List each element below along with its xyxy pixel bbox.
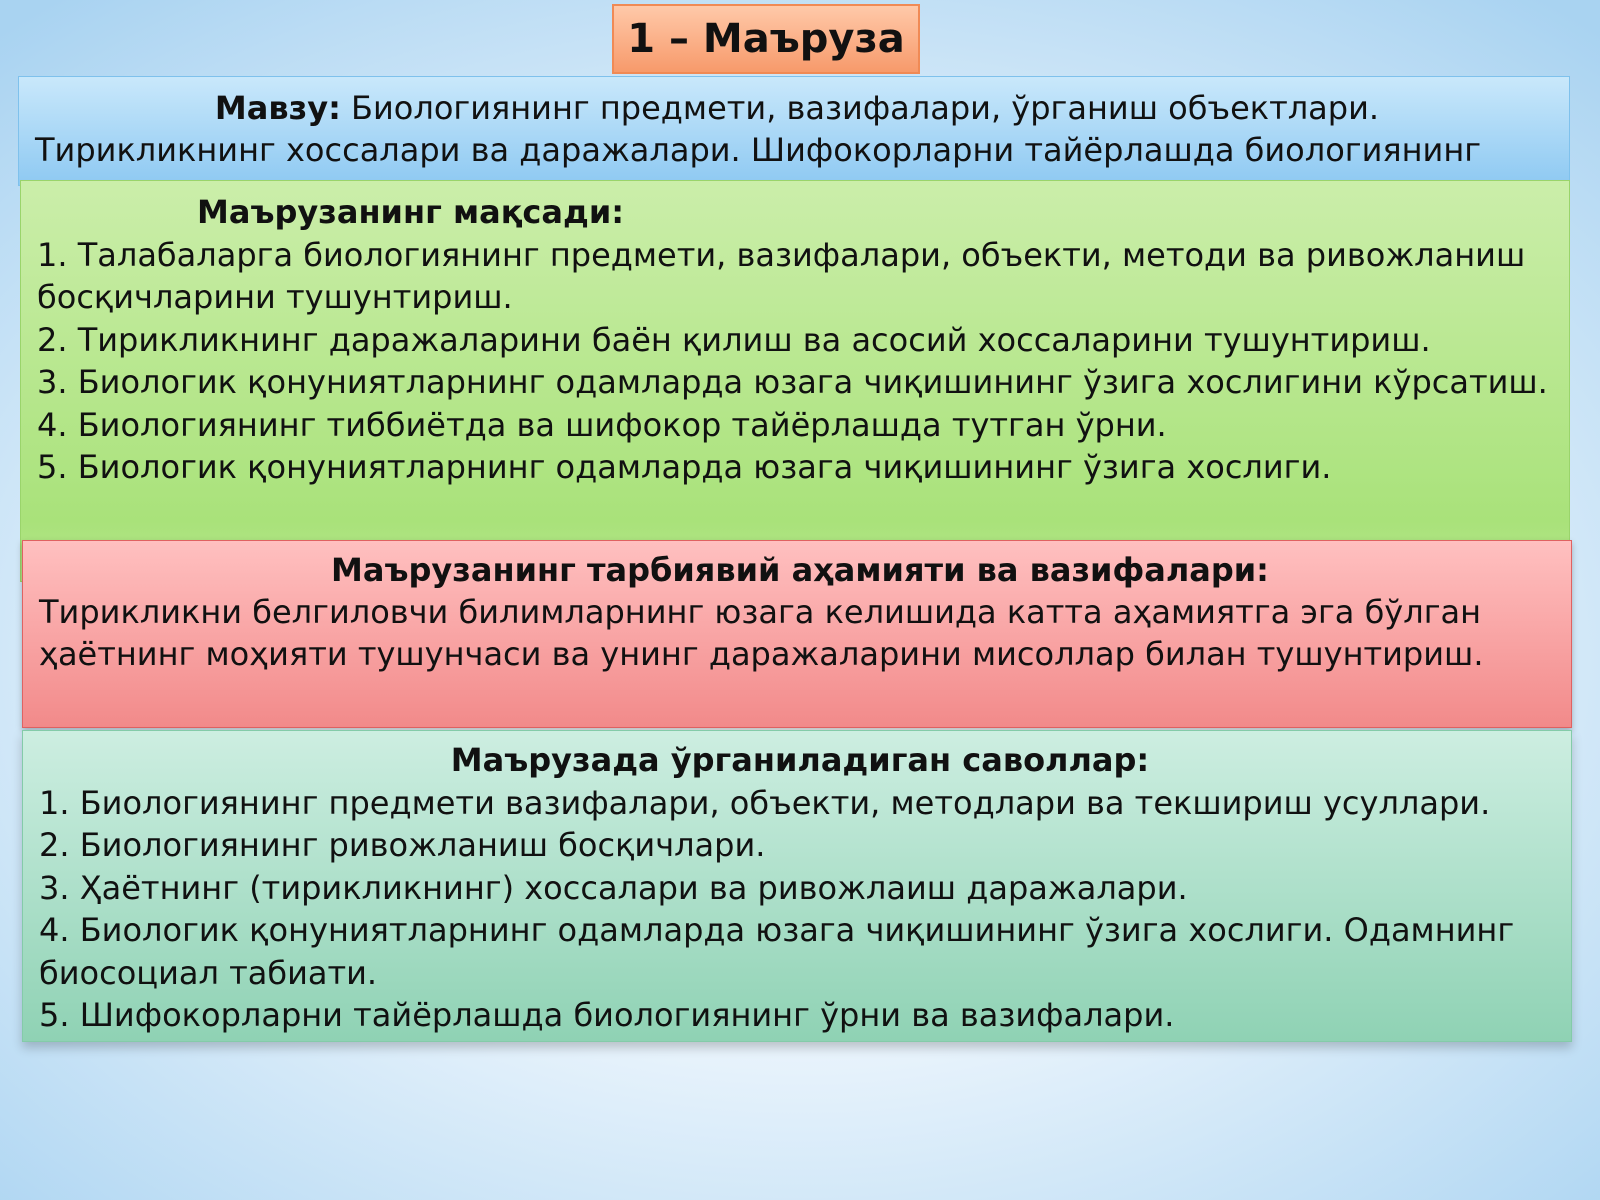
goal-item-5: 5. Биологик қонуниятларнинг одамларда юзага чиқишининг ўзига хослиги.	[37, 448, 1332, 486]
goals-panel	[20, 180, 1570, 582]
question-item-1: 1. Биологиянинг предмети вазифалари, объекти, методлари ва текшириш усуллари.	[39, 783, 1491, 822]
topic-text-line1: Биологиянинг предмети, вазифалари, ўрганиш объектлари.	[340, 89, 1380, 127]
questions-title: Маърузада ўрганиладиган саволлар:	[450, 741, 1150, 779]
goals-title: Маърузанинг мақсади:	[197, 193, 625, 231]
goal-item-4: 4. Биологиянинг тиббиётда ва шифокор тайёрлашда тутган ўрни.	[37, 405, 1167, 444]
topic-heading-line	[35, 87, 1559, 129]
goal-item-1: 1. Талабаларга биологиянинг предмети, вазифалари, объекти, методи ва ривожланиш босқичларини тушунтириш.	[37, 235, 1526, 316]
topic-text-line2: Тирикликнинг хоссалари ва даражалари. Шифокорларни тайёрлашда биологиянинг	[35, 131, 1482, 169]
topic-label: Мавзу:	[214, 89, 341, 127]
slide-title: 1 – Маъруза	[612, 4, 920, 74]
education-panel	[22, 540, 1572, 728]
education-title: Маърузанинг тарбиявий аҳамияти ва вазифалари:	[331, 551, 1269, 589]
goal-item-3: 3. Биологик қонуниятларнинг одамларда юзага чиқишининг ўзига хослигини кўрсатиш.	[37, 363, 1548, 401]
question-item-2: 2. Биологиянинг ривожланиш босқичлари.	[39, 826, 766, 864]
questions-panel	[22, 730, 1572, 1042]
question-item-4: 4. Биологик қонуниятларнинг одамларда юзага чиқишининг ўзига хослиги. Одамнинг биосоциал табиати.	[39, 911, 1515, 992]
question-item-3: 3. Ҳаётнинг (тирикликнинг) хоссалари ва ривожлаиш даражалари.	[39, 868, 1188, 907]
question-item-5: 5. Шифокорларни тайёрлашда биологиянинг ўрни ва вазифалари.	[39, 996, 1175, 1034]
education-text: Тирикликни белгиловчи билимларнинг юзага келишида катта аҳамиятга эга бўлган ҳаётнинг моҳияти тушунчаси ва унинг даражаларини мисоллар билан тушунтириш.	[39, 593, 1484, 673]
topic-panel	[18, 76, 1570, 186]
goal-item-2: 2. Тирикликнинг даражаларини баён қилиш ва асосий хоссаларини тушунтириш.	[37, 320, 1431, 359]
